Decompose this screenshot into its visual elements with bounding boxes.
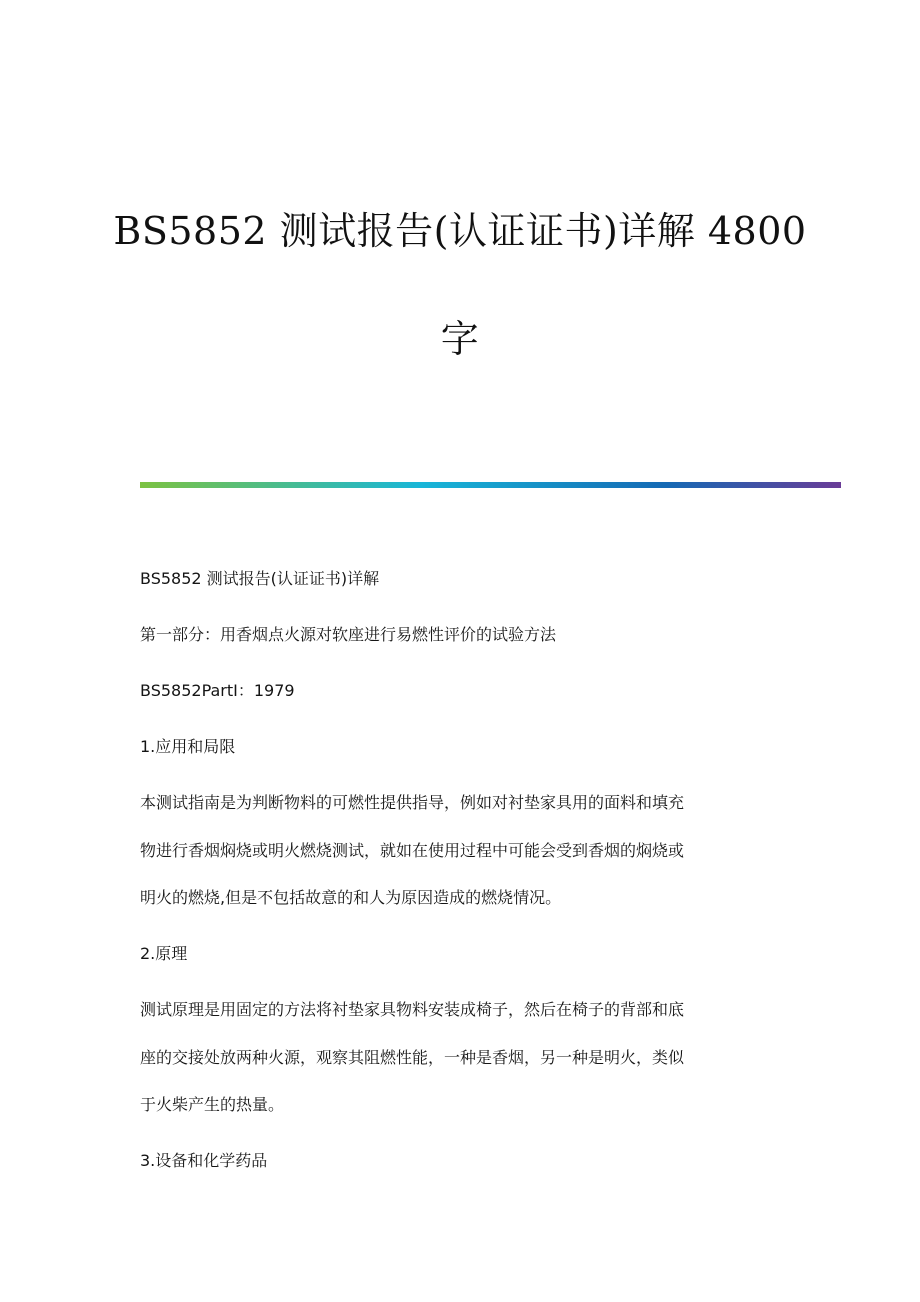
gradient-divider [140, 482, 841, 488]
section-heading-2: 2.原理 [140, 944, 188, 963]
paragraph-1-line-1: 本测试指南是为判断物料的可燃性提供指导，例如对衬垫家具用的面料和填充 [140, 793, 685, 812]
paragraph-2-line-2: 座的交接处放两种火源，观察其阻燃性能，一种是香烟，另一种是明火，类似 [140, 1048, 685, 1067]
subtitle-line: BS5852 测试报告(认证证书)详解 [140, 569, 380, 588]
section-heading-3: 3.设备和化学药品 [140, 1151, 268, 1170]
section-heading-1: 1.应用和局限 [140, 737, 236, 756]
part-heading: 第一部分：用香烟点火源对软座进行易燃性评价的试验方法 [140, 625, 557, 644]
document-title [0, 209, 920, 361]
paragraph-2-line-1: 测试原理是用固定的方法将衬垫家具物料安装成椅子，然后在椅子的背部和底 [140, 1000, 685, 1019]
paragraph-2-line-3: 于火柴产生的热量。 [140, 1095, 285, 1114]
divider-bar [140, 482, 841, 488]
title-line-1: BS5852 测试报告(认证证书)详解 4800 [113, 209, 807, 253]
paragraph-1-line-3: 明火的燃烧,但是不包括故意的和人为原因造成的燃烧情况。 [140, 888, 562, 907]
paragraph-1-line-2: 物进行香烟焖烧或明火燃烧测试，就如在使用过程中可能会受到香烟的焖烧或 [140, 841, 685, 860]
standard-reference: BS5852PartI：1979 [140, 681, 295, 700]
title-line-2: 字 [440, 317, 480, 361]
